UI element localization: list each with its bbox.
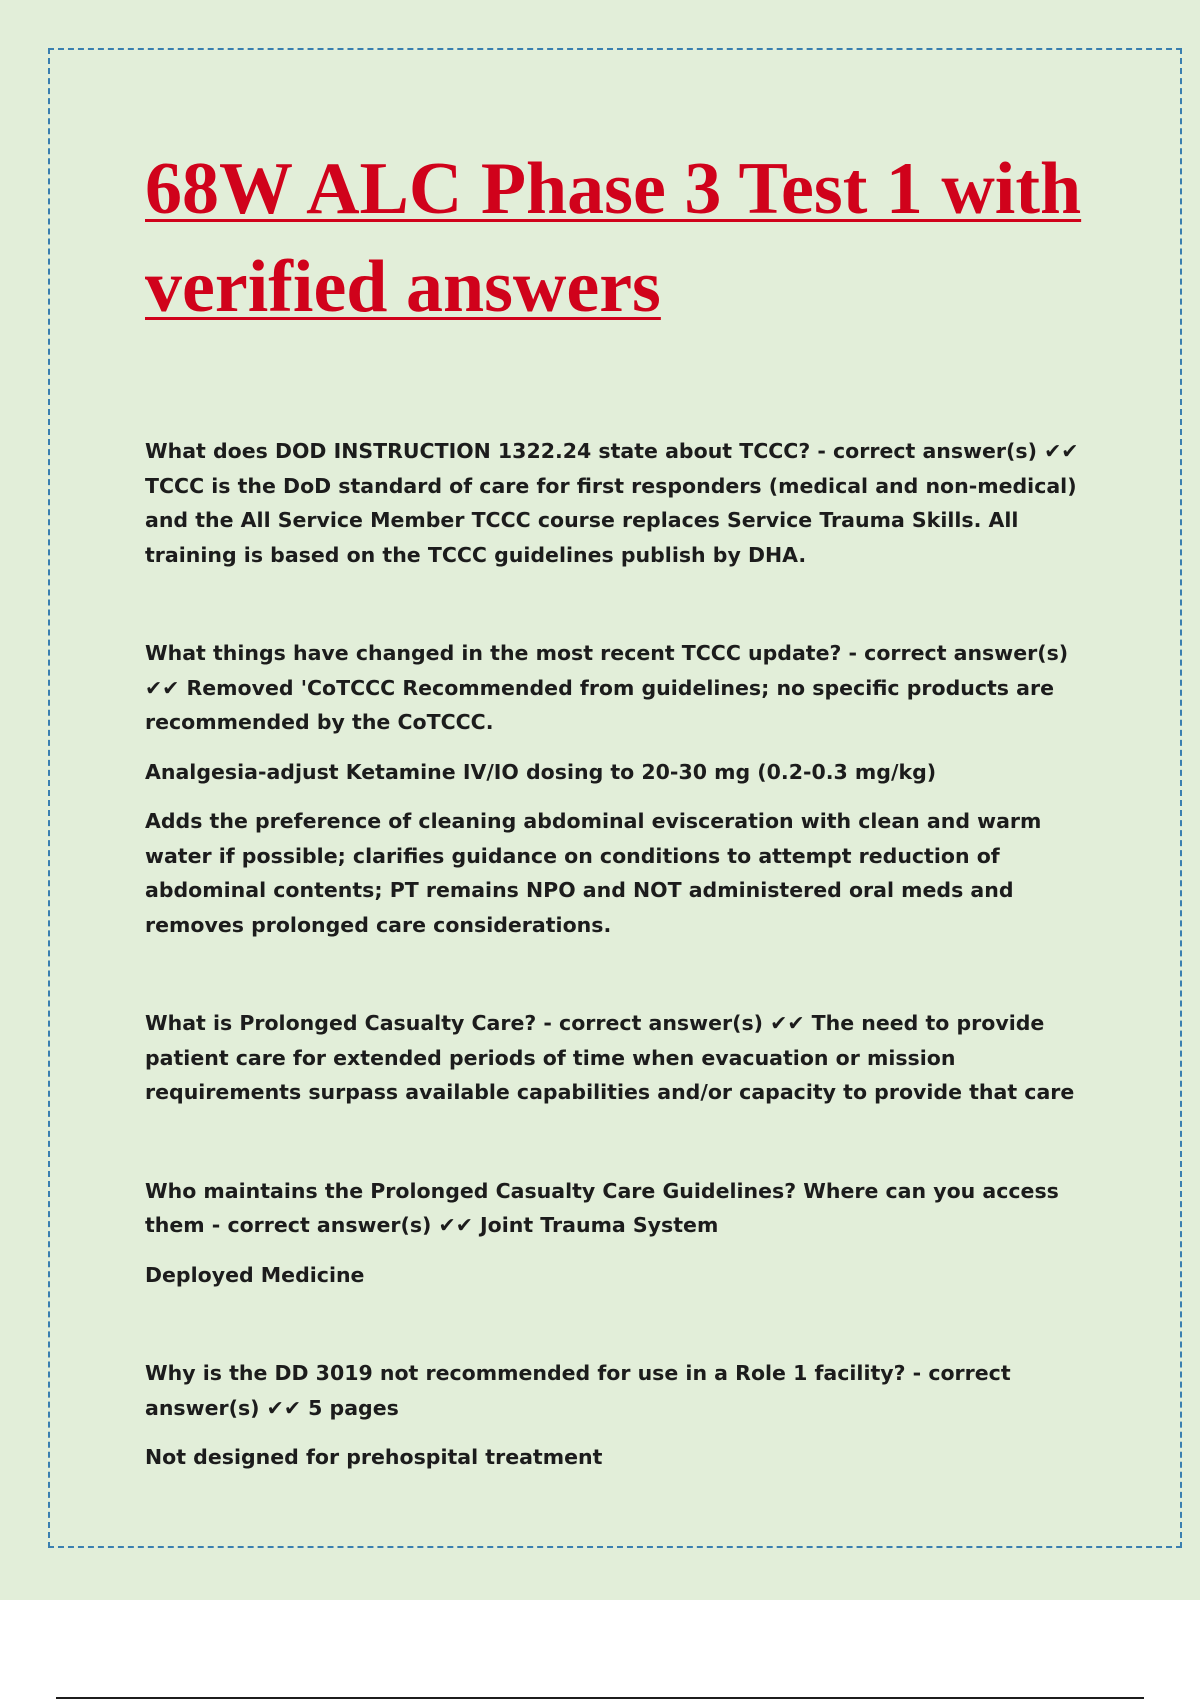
qa-item xyxy=(145,1006,1095,1110)
page-bottom-rule xyxy=(56,1697,1144,1699)
qa-item xyxy=(145,434,1095,572)
qa-answer-continuation: Deployed Medicine xyxy=(145,1262,365,1287)
qa-answer-continuation: Adds the preference of cleaning abdominal evisceration with clean and warm water if possible; clarifies guidance on conditions to attempt reduction of abdominal contents; PT remains NPO and NOT administered oral meds and removes prolonged care considerations. xyxy=(145,809,1042,937)
qa-answer-continuation: Not designed for prehospital treatment xyxy=(145,1445,603,1469)
qa-question-answer: What things have changed in the most recent TCCC update? - correct answer(s) ✔✔ Removed 'CoTCCC Recommended from guidelines; no specific products are recommended by the CoTCCC. xyxy=(145,641,1069,734)
qa-answer-continuation: Analgesia-adjust Ketamine IV/IO dosing to 20-30 mg (0.2-0.3 mg/kg) xyxy=(145,759,937,784)
qa-item xyxy=(145,1356,1095,1475)
qa-item xyxy=(145,636,1095,942)
qa-item xyxy=(145,1174,1095,1293)
qa-question-answer: What does DOD INSTRUCTION 1322.24 state about TCCC? - correct answer(s) ✔✔ TCCC is the DoD standard of care for first responders (medical and non-medical) and the All Service Member TCCC course replaces Service Trauma Skills. All training is based on the TCCC guidelines publish by DHA. xyxy=(145,439,1079,567)
qa-question-answer: Why is the DD 3019 not recommended for use in a Role 1 facility? - correct answer(s) ✔✔ 5 pages xyxy=(145,1361,1011,1420)
document-title: 68W ALC Phase 3 Test 1 with verified answers xyxy=(145,148,1082,328)
qa-question-answer: Who maintains the Prolonged Casualty Care Guidelines? Where can you access them - correct answer(s) ✔✔ Joint Trauma System xyxy=(145,1178,1059,1237)
qa-question-answer: What is Prolonged Casualty Care? - correct answer(s) ✔✔ The need to provide patient care for extended periods of time when evacuation or mission requirements surpass available capabilities and/or capacity to provide that care xyxy=(145,1011,1075,1104)
document-content xyxy=(145,140,1095,1475)
